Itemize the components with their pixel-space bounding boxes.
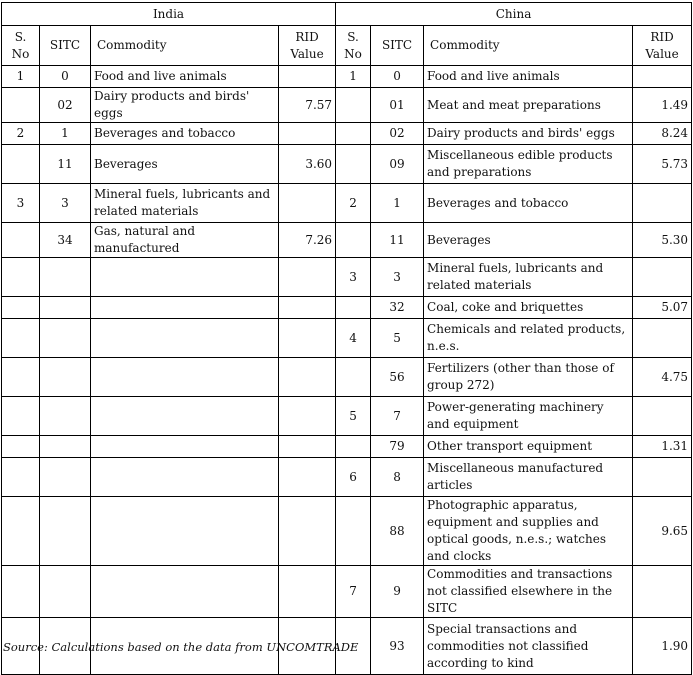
china-sno-cell: [336, 145, 371, 184]
india-commodity-cell: [91, 566, 279, 618]
india-rid-value-cell: [279, 436, 336, 458]
india-sno-cell: [2, 358, 40, 397]
table-row: [2, 223, 692, 258]
china-sno-cell: [336, 297, 371, 319]
india-sno-cell: [2, 436, 40, 458]
china-sno-cell: 4: [336, 319, 371, 358]
india-sitc-cell: [40, 458, 91, 497]
india-commodity-cell: [91, 319, 279, 358]
india-rid-value-cell: [279, 297, 336, 319]
china-sno-cell: 6: [336, 458, 371, 497]
china-sitc-cell: 01: [371, 88, 424, 123]
china-commodity-cell: Dairy products and birds' eggs: [424, 123, 633, 145]
india-sitc-cell: 3: [40, 184, 91, 223]
china-rid-value-cell: [633, 458, 692, 497]
china-commodity-cell: Food and live animals: [424, 66, 633, 88]
china-commodity-cell: Mineral fuels, lubricants and related materials: [424, 258, 633, 297]
china-sitc-cell: 32: [371, 297, 424, 319]
header-india-sitc: SITC: [40, 26, 91, 66]
table-row: [2, 123, 692, 145]
india-sno-cell: [2, 458, 40, 497]
table-row: [2, 88, 692, 123]
source-note: Source: Calculations based on the data from UNCOMTRADE: [3, 640, 359, 654]
india-sno-cell: [2, 497, 40, 566]
india-sno-cell: [2, 566, 40, 618]
india-commodity-cell: [91, 397, 279, 436]
india-sno-cell: [2, 297, 40, 319]
india-sitc-cell: [40, 566, 91, 618]
india-commodity-cell: Beverages and tobacco: [91, 123, 279, 145]
table-row: [2, 566, 692, 618]
header-china-sno: S. No: [336, 26, 371, 66]
china-commodity-cell: Miscellaneous manufactured articles: [424, 458, 633, 497]
header-india-sno: S. No: [2, 26, 40, 66]
table-row: [2, 497, 692, 566]
china-commodity-cell: Coal, coke and briquettes: [424, 297, 633, 319]
china-sno-cell: [336, 497, 371, 566]
india-rid-value-cell: [279, 566, 336, 618]
china-rid-value-cell: 5.07: [633, 297, 692, 319]
india-rid-value-cell: [279, 397, 336, 436]
india-commodity-cell: [91, 258, 279, 297]
china-sno-cell: 7: [336, 566, 371, 618]
china-commodity-cell: Other transport equipment: [424, 436, 633, 458]
india-rid-value-cell: [279, 458, 336, 497]
table-row: [2, 297, 692, 319]
china-sitc-cell: 02: [371, 123, 424, 145]
table-row: [2, 319, 692, 358]
india-rid-value-cell: [279, 184, 336, 223]
india-sno-cell: 3: [2, 184, 40, 223]
india-sitc-cell: [40, 258, 91, 297]
china-commodity-cell: Chemicals and related products, n.e.s.: [424, 319, 633, 358]
china-commodity-cell: Miscellaneous edible products and preparations: [424, 145, 633, 184]
china-sno-cell: [336, 123, 371, 145]
china-sitc-cell: 11: [371, 223, 424, 258]
china-sitc-cell: 79: [371, 436, 424, 458]
china-sno-cell: 1: [336, 66, 371, 88]
india-sitc-cell: 0: [40, 66, 91, 88]
table-row: [2, 184, 692, 223]
china-sitc-cell: 7: [371, 397, 424, 436]
china-commodity-cell: Photographic apparatus, equipment and supplies and optical goods, n.e.s.; watches and clocks: [424, 497, 633, 566]
china-commodity-cell: Meat and meat preparations: [424, 88, 633, 123]
india-sno-cell: [2, 223, 40, 258]
india-sitc-cell: [40, 497, 91, 566]
china-sno-cell: 5: [336, 397, 371, 436]
table-row: [2, 436, 692, 458]
china-rid-value-cell: 1.31: [633, 436, 692, 458]
india-rid-value-cell: 7.57: [279, 88, 336, 123]
group-header-china: China: [336, 3, 692, 26]
india-sno-cell: [2, 145, 40, 184]
china-sno-cell: 3: [336, 258, 371, 297]
china-rid-value-cell: [633, 258, 692, 297]
china-rid-value-cell: [633, 319, 692, 358]
header-china-rid-value: RID Value: [633, 26, 692, 66]
india-commodity-cell: Dairy products and birds' eggs: [91, 88, 279, 123]
rid-table: [1, 2, 692, 675]
china-sitc-cell: 9: [371, 566, 424, 618]
table-row: [2, 145, 692, 184]
header-india-rid-value: RID Value: [279, 26, 336, 66]
china-sitc-cell: 88: [371, 497, 424, 566]
china-commodity-cell: Beverages and tobacco: [424, 184, 633, 223]
india-rid-value-cell: [279, 66, 336, 88]
india-sno-cell: [2, 319, 40, 358]
india-commodity-cell: Beverages: [91, 145, 279, 184]
china-commodity-cell: Special transactions and commodities not classified according to kind: [424, 618, 633, 675]
india-commodity-cell: [91, 297, 279, 319]
india-rid-value-cell: [279, 497, 336, 566]
india-sno-cell: 2: [2, 123, 40, 145]
india-sno-cell: [2, 88, 40, 123]
table-row: [2, 358, 692, 397]
china-rid-value-cell: 9.65: [633, 497, 692, 566]
india-sno-cell: 1: [2, 66, 40, 88]
india-sitc-cell: [40, 297, 91, 319]
india-sitc-cell: [40, 436, 91, 458]
india-rid-value-cell: [279, 319, 336, 358]
india-commodity-cell: Food and live animals: [91, 66, 279, 88]
china-sno-cell: [336, 358, 371, 397]
china-sno-cell: [336, 88, 371, 123]
india-rid-value-cell: [279, 258, 336, 297]
china-sitc-cell: 93: [371, 618, 424, 675]
china-sno-cell: [336, 436, 371, 458]
table-row: [2, 66, 692, 88]
india-commodity-cell: Gas, natural and manufactured: [91, 223, 279, 258]
india-commodity-cell: [91, 497, 279, 566]
china-rid-value-cell: 5.73: [633, 145, 692, 184]
china-rid-value-cell: 5.30: [633, 223, 692, 258]
china-rid-value-cell: 1.49: [633, 88, 692, 123]
india-sno-cell: [2, 258, 40, 297]
china-sitc-cell: 56: [371, 358, 424, 397]
china-sitc-cell: 0: [371, 66, 424, 88]
table-row: [2, 258, 692, 297]
india-commodity-cell: [91, 458, 279, 497]
china-sno-cell: 2: [336, 184, 371, 223]
china-commodity-cell: Beverages: [424, 223, 633, 258]
china-sitc-cell: 1: [371, 184, 424, 223]
india-sno-cell: [2, 397, 40, 436]
header-india-commodity: Commodity: [91, 26, 279, 66]
china-commodity-cell: Power-generating machinery and equipment: [424, 397, 633, 436]
china-sitc-cell: 09: [371, 145, 424, 184]
china-rid-value-cell: 8.24: [633, 123, 692, 145]
india-sitc-cell: 1: [40, 123, 91, 145]
china-commodity-cell: Fertilizers (other than those of group 272): [424, 358, 633, 397]
india-rid-value-cell: [279, 358, 336, 397]
india-sitc-cell: 11: [40, 145, 91, 184]
india-sitc-cell: [40, 358, 91, 397]
column-header-row: [2, 26, 692, 66]
india-rid-value-cell: 7.26: [279, 223, 336, 258]
china-rid-value-cell: [633, 66, 692, 88]
india-rid-value-cell: 3.60: [279, 145, 336, 184]
india-commodity-cell: Mineral fuels, lubricants and related materials: [91, 184, 279, 223]
china-rid-value-cell: 4.75: [633, 358, 692, 397]
china-sitc-cell: 3: [371, 258, 424, 297]
india-commodity-cell: [91, 436, 279, 458]
china-sitc-cell: 8: [371, 458, 424, 497]
china-sitc-cell: 5: [371, 319, 424, 358]
header-china-sitc: SITC: [371, 26, 424, 66]
india-sitc-cell: 02: [40, 88, 91, 123]
china-rid-value-cell: [633, 566, 692, 618]
header-china-commodity: Commodity: [424, 26, 633, 66]
table-row: [2, 397, 692, 436]
china-rid-value-cell: [633, 184, 692, 223]
group-header-row: [2, 3, 692, 26]
table-row: [2, 458, 692, 497]
china-rid-value-cell: 1.90: [633, 618, 692, 675]
group-header-india: India: [2, 3, 336, 26]
india-commodity-cell: [91, 358, 279, 397]
china-commodity-cell: Commodities and transactions not classified elsewhere in the SITC: [424, 566, 633, 618]
table-body: [2, 66, 692, 675]
india-rid-value-cell: [279, 123, 336, 145]
india-sitc-cell: [40, 319, 91, 358]
india-sitc-cell: 34: [40, 223, 91, 258]
china-rid-value-cell: [633, 397, 692, 436]
china-sno-cell: [336, 223, 371, 258]
india-sitc-cell: [40, 397, 91, 436]
